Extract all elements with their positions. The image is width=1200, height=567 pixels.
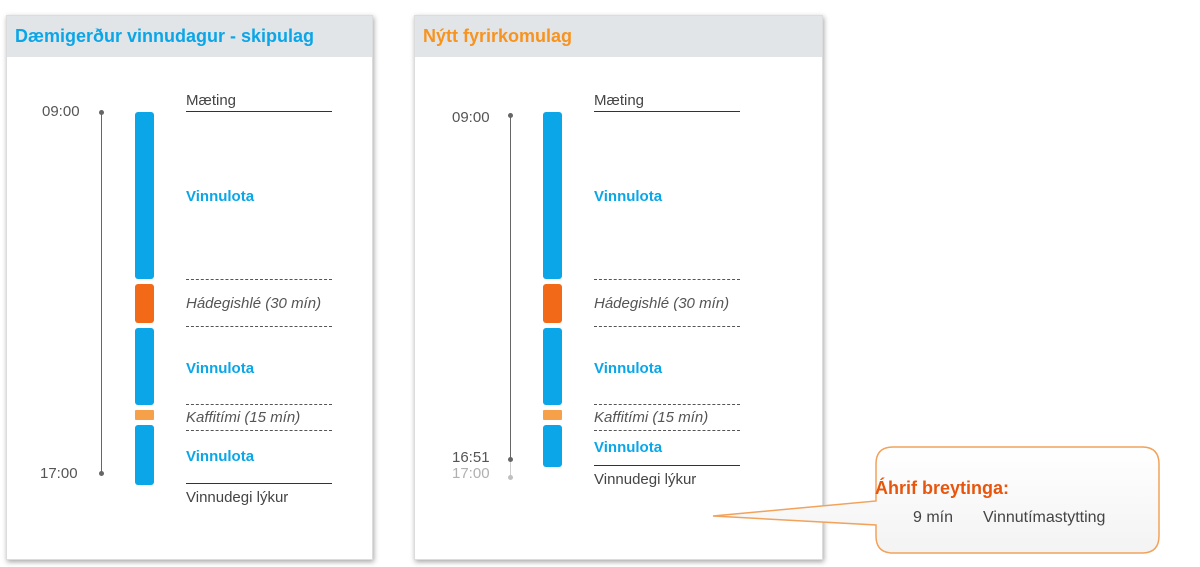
work-label-2: Vinnulota: [594, 360, 663, 377]
work-block-2: [543, 328, 562, 405]
lunch-bottom-line: [186, 326, 332, 327]
lunch-label: Hádegishlé (30 mín): [594, 295, 730, 312]
work-block-2: [135, 328, 154, 405]
arrival-line: [594, 111, 740, 112]
lunch-top-line: [594, 279, 740, 280]
arrival-label: Mæting: [186, 92, 237, 109]
coffee-top-line: [186, 404, 332, 405]
lunch-block: [135, 284, 154, 323]
coffee-bottom-line: [186, 430, 332, 431]
old-end-connector: [510, 462, 511, 476]
work-label-3: Vinnulota: [594, 439, 663, 456]
start-time-label: 09:00: [42, 103, 80, 120]
callout-bubble: [713, 447, 1159, 553]
coffee-bottom-line: [594, 430, 740, 431]
arrival-line: [186, 111, 332, 112]
work-block-3: [543, 425, 562, 467]
end-dot: [99, 471, 104, 476]
old-end-time-label: 17:00: [452, 465, 490, 482]
reduction-text: Vinnutímastytting: [983, 509, 1106, 526]
work-label-1: Vinnulota: [186, 188, 255, 205]
panel-title: Nýtt fyrirkomulag: [415, 16, 822, 57]
timeline-axis: [510, 115, 511, 459]
end-label: Vinnudegi lýkur: [594, 471, 697, 488]
coffee-label: Kaffitími (15 mín): [186, 409, 301, 426]
end-line: [186, 483, 332, 484]
old-end-dot: [508, 475, 513, 480]
work-label-1: Vinnulota: [594, 188, 663, 205]
coffee-block: [135, 410, 154, 420]
lunch-bottom-line: [594, 326, 740, 327]
timeline-axis: [101, 112, 102, 473]
arrival-label: Mæting: [594, 92, 645, 109]
end-time-label: 17:00: [40, 465, 78, 482]
panel-title: Dæmigerður vinnudagur - skipulag: [7, 16, 372, 57]
lunch-block: [543, 284, 562, 323]
coffee-top-line: [594, 404, 740, 405]
work-label-3: Vinnulota: [186, 448, 255, 465]
start-time-label: 09:00: [452, 109, 490, 126]
callout-title: Áhrif breytinga:: [875, 478, 1010, 498]
coffee-label: Kaffitími (15 mín): [594, 409, 709, 426]
end-label: Vinnudegi lýkur: [186, 489, 289, 506]
work-block-3: [135, 425, 154, 485]
lunch-top-line: [186, 279, 332, 280]
new-end-time-label: 16:51: [452, 449, 490, 466]
work-block-1: [543, 112, 562, 279]
reduction-value: 9 mín: [913, 509, 954, 526]
work-label-2: Vinnulota: [186, 360, 255, 377]
work-block-1: [135, 112, 154, 279]
lunch-label: Hádegishlé (30 mín): [186, 295, 322, 312]
coffee-block: [543, 410, 562, 420]
impact-callout: [690, 446, 1165, 559]
